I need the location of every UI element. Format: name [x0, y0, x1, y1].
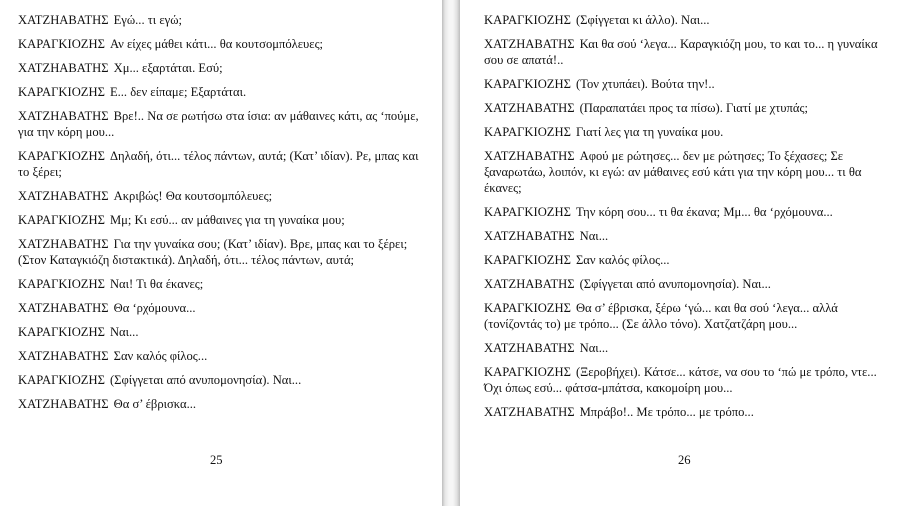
speaker-name: ΧΑΤΖΗΑΒΑΤΗΣ [18, 397, 109, 411]
right-page [460, 0, 901, 506]
speaker-name: ΚΑΡΑΓΚΙΟΖΗΣ [484, 77, 571, 91]
dialogue-line [18, 12, 428, 28]
dialogue-line [484, 252, 887, 268]
dialogue-line [18, 148, 428, 180]
dialogue-line [484, 124, 887, 140]
line-text: Σαν καλός φίλος... [113, 349, 208, 363]
dialogue-line [18, 212, 428, 228]
dialogue-line [18, 300, 428, 316]
dialogue-line [18, 236, 428, 268]
speaker-name: ΚΑΡΑΓΚΙΟΖΗΣ [18, 373, 105, 387]
dialogue-line [484, 364, 887, 396]
right-page-number: 26 [678, 453, 691, 467]
line-text: Σαν καλός φίλος... [575, 253, 670, 267]
line-text: Εγώ... τι εγώ; [113, 13, 182, 27]
speaker-name: ΚΑΡΑΓΚΙΟΖΗΣ [18, 325, 105, 339]
left-page [0, 0, 442, 506]
speaker-name: ΚΑΡΑΓΚΙΟΖΗΣ [18, 277, 105, 291]
line-text: Βρε!.. Να σε ρωτήσω στα ίσια: αν μάθαινες κάτι, ας ‘πούμε, για την κόρη μου... [18, 109, 419, 139]
dialogue-line [18, 60, 428, 76]
dialogue-line [18, 188, 428, 204]
line-text: Γιατί λες για τη γυναίκα μου. [575, 125, 724, 139]
line-text: (Σφίγγεται από ανυπομονησία). Ναι... [579, 277, 771, 291]
dialogue-line [18, 36, 428, 52]
line-text: Ναι... [109, 325, 139, 339]
line-text: Αφού με ρώτησες... δεν με ρώτησες; Το ξέχασες; Σε ξαναρωτάω, λοιπόν, κι εγώ: αν μάθαινες εσύ κάτι για την κόρη μου... τι θα έκανες; [484, 149, 862, 195]
line-text: (Σφίγγεται από ανυπομονησία). Ναι... [109, 373, 302, 387]
line-text: Ναι! Τι θα έκανες; [109, 277, 204, 291]
dialogue-line [484, 36, 887, 68]
dialogue-line [18, 324, 428, 340]
line-text: (Ξεροβήχει). Κάτσε... κάτσε, να σου το ‘πώ με τρόπο, ντε... Όχι όπως εσύ... φάτσα-μπάτσα, κακομοίρη μου... [484, 365, 877, 395]
speaker-name: ΧΑΤΖΗΑΒΑΤΗΣ [484, 341, 575, 355]
dialogue-line [484, 100, 887, 116]
line-text: Την κόρη σου... τι θα έκανα; Μμ... θα ‘ρχόμουνα... [575, 205, 833, 219]
line-text: Ακριβώς! Θα κουτσομπόλευες; [113, 189, 273, 203]
line-text: Ναι... [579, 229, 609, 243]
left-page-number: 25 [210, 453, 223, 467]
dialogue-line [18, 372, 428, 388]
speaker-name: ΧΑΤΖΗΑΒΑΤΗΣ [484, 405, 575, 419]
line-text: Θα σ’ έβρισκα... [113, 397, 197, 411]
dialogue-line [484, 12, 887, 28]
speaker-name: ΧΑΤΖΗΑΒΑΤΗΣ [484, 149, 575, 163]
dialogue-line [18, 396, 428, 412]
speaker-name: ΚΑΡΑΓΚΙΟΖΗΣ [18, 85, 105, 99]
line-text: Μπράβο!.. Με τρόπο... με τρόπο... [579, 405, 754, 419]
speaker-name: ΚΑΡΑΓΚΙΟΖΗΣ [484, 301, 571, 315]
speaker-name: ΚΑΡΑΓΚΙΟΖΗΣ [18, 149, 105, 163]
speaker-name: ΚΑΡΑΓΚΙΟΖΗΣ [484, 253, 571, 267]
line-text: Δηλαδή, ότι... τέλος πάντων, αυτά; (Κατ’ ιδίαν). Ρε, μπας και το ξέρει; [18, 149, 419, 179]
speaker-name: ΧΑΤΖΗΑΒΑΤΗΣ [18, 301, 109, 315]
speaker-name: ΧΑΤΖΗΑΒΑΤΗΣ [18, 349, 109, 363]
line-text: Ναι... [579, 341, 609, 355]
line-text: (Παραπατάει προς τα πίσω). Γιατί με χτυπάς; [579, 101, 808, 115]
speaker-name: ΧΑΤΖΗΑΒΑΤΗΣ [18, 189, 109, 203]
speaker-name: ΧΑΤΖΗΑΒΑΤΗΣ [18, 109, 109, 123]
line-text: (Σφίγγεται κι άλλο). Ναι... [575, 13, 710, 27]
page-gutter [442, 0, 460, 506]
line-text: Θα ‘ρχόμουνα... [113, 301, 196, 315]
speaker-name: ΚΑΡΑΓΚΙΟΖΗΣ [484, 125, 571, 139]
line-text: Αν είχες μάθει κάτι... θα κουτσομπόλευες; [109, 37, 324, 51]
dialogue-line [18, 348, 428, 364]
speaker-name: ΧΑΤΖΗΑΒΑΤΗΣ [18, 13, 109, 27]
speaker-name: ΧΑΤΖΗΑΒΑΤΗΣ [484, 101, 575, 115]
line-text: Χμ... εξαρτάται. Εσύ; [113, 61, 223, 75]
speaker-name: ΚΑΡΑΓΚΙΟΖΗΣ [18, 213, 105, 227]
dialogue-line [484, 404, 887, 420]
speaker-name: ΧΑΤΖΗΑΒΑΤΗΣ [18, 61, 109, 75]
speaker-name: ΚΑΡΑΓΚΙΟΖΗΣ [484, 205, 571, 219]
speaker-name: ΚΑΡΑΓΚΙΟΖΗΣ [484, 13, 571, 27]
line-text: Και θα σού ‘λεγα... Καραγκιόζη μου, το και το... η γυναίκα σου σε απατά!.. [484, 37, 878, 67]
line-text: Ε... δεν είπαμε; Εξαρτάται. [109, 85, 247, 99]
dialogue-line [484, 228, 887, 244]
dialogue-line [18, 108, 428, 140]
speaker-name: ΧΑΤΖΗΑΒΑΤΗΣ [18, 237, 109, 251]
line-text: Για την γυναίκα σου; (Κατ’ ιδίαν). Βρε, μπας και το ξέρει; (Στον Καταγκιόζη διστακτικά). Δηλαδή, ότι... τέλος πάντων, αυτά; [18, 237, 408, 267]
speaker-name: ΚΑΡΑΓΚΙΟΖΗΣ [18, 37, 105, 51]
dialogue-line [18, 84, 428, 100]
dialogue-line [484, 276, 887, 292]
speaker-name: ΚΑΡΑΓΚΙΟΖΗΣ [484, 365, 571, 379]
dialogue-line [484, 204, 887, 220]
line-text: Θα σ’ έβρισκα, ξέρω ‘γώ... και θα σού ‘λεγα... αλλά (τονίζοντάς το) με τρόπο... (Σε άλλο τόνο). Χατζατζάρη μου... [484, 301, 838, 331]
line-text: Μμ; Κι εσύ... αν μάθαινες για τη γυναίκα μου; [109, 213, 345, 227]
dialogue-line [484, 300, 887, 332]
dialogue-line [484, 148, 887, 196]
dialogue-line [484, 76, 887, 92]
dialogue-line [484, 340, 887, 356]
speaker-name: ΧΑΤΖΗΑΒΑΤΗΣ [484, 229, 575, 243]
right-page-text [484, 12, 887, 420]
dialogue-line [18, 276, 428, 292]
left-page-text [18, 12, 428, 412]
line-text: (Τον χτυπάει). Βούτα την!.. [575, 77, 715, 91]
speaker-name: ΧΑΤΖΗΑΒΑΤΗΣ [484, 277, 575, 291]
speaker-name: ΧΑΤΖΗΑΒΑΤΗΣ [484, 37, 575, 51]
